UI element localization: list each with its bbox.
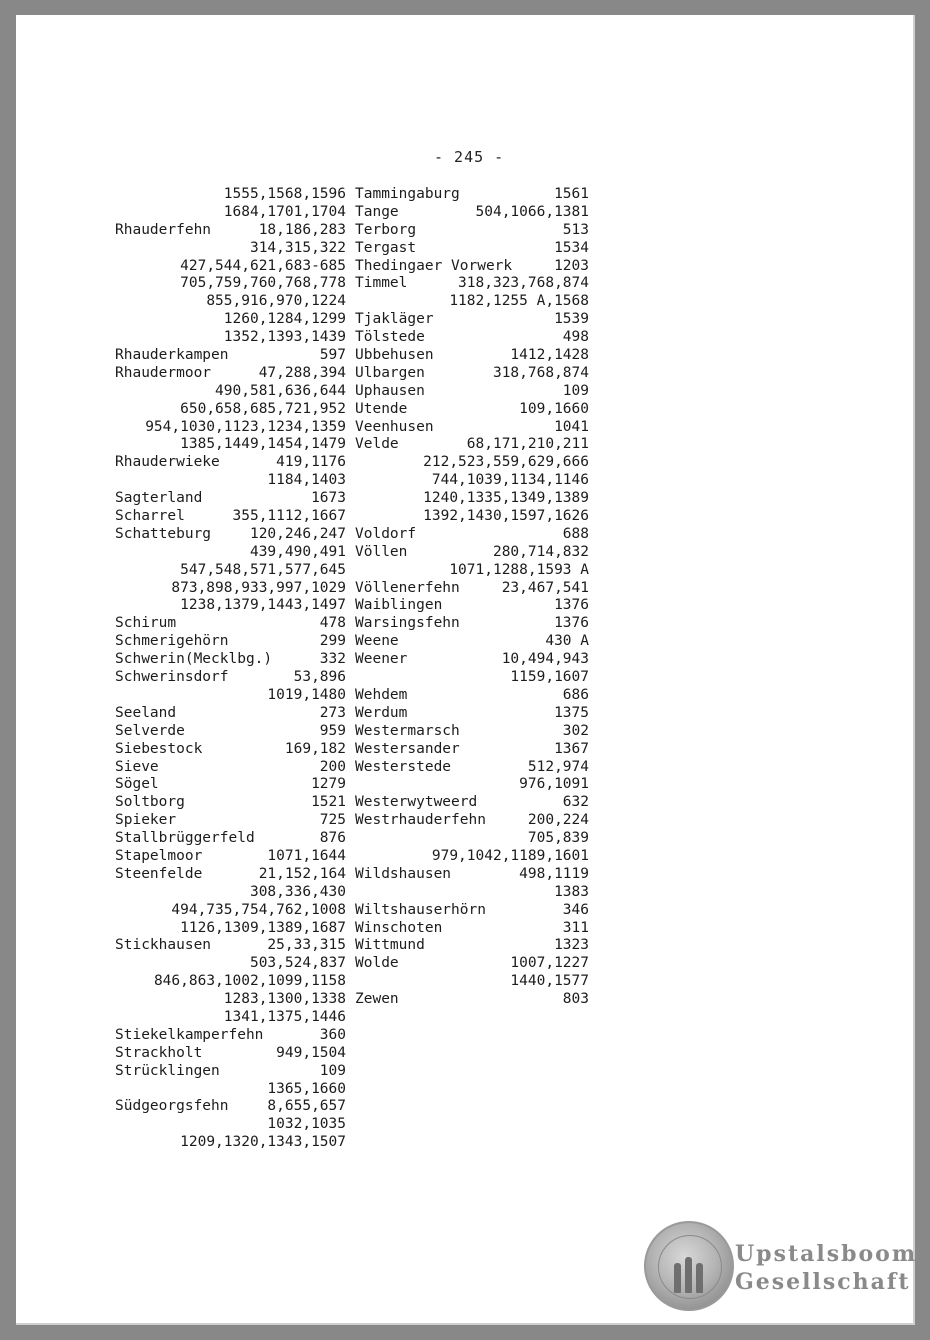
reference-numbers: 1071,1644	[267, 847, 346, 864]
reference-numbers: 1376	[554, 597, 589, 614]
index-entry	[115, 1009, 346, 1027]
index-entry	[115, 830, 346, 848]
reference-numbers: 1182,1255 A,1568	[449, 293, 589, 310]
reference-numbers: 1383	[554, 883, 589, 900]
index-entry	[115, 955, 346, 973]
index-entry	[115, 1045, 346, 1063]
index-entry	[115, 347, 346, 365]
place-name: Tölstede	[355, 329, 425, 346]
reference-numbers: 686	[562, 686, 589, 703]
index-entry	[115, 275, 346, 293]
index-entry	[115, 651, 346, 669]
place-name: Seeland	[115, 704, 177, 721]
reference-numbers: 18,186,283	[258, 221, 346, 238]
reference-numbers: 1007,1227	[510, 955, 589, 972]
place-name: Schwerin(Mecklbg.)	[115, 651, 273, 668]
place-name: Westermarsch	[355, 722, 460, 739]
reference-numbers: 1673	[311, 490, 346, 507]
place-name: Sieve	[115, 758, 159, 775]
reference-numbers: 68,171,210,211	[466, 436, 589, 453]
reference-numbers: 360	[319, 1026, 346, 1043]
index-entry	[115, 1134, 346, 1152]
place-name: Weene	[355, 633, 399, 650]
place-name: Stiekelkamperfehn	[115, 1026, 264, 1043]
index-entry	[355, 848, 589, 866]
index-entry	[115, 311, 346, 329]
society-wordmark	[735, 1240, 917, 1296]
reference-numbers: 1521	[311, 794, 346, 811]
reference-numbers: 1385,1449,1454,1479	[180, 436, 346, 453]
reference-numbers: 512,974	[527, 758, 589, 775]
index-entry	[355, 436, 589, 454]
reference-numbers: 311	[562, 919, 589, 936]
place-name: Rhauderkampen	[115, 347, 229, 364]
index-entry	[355, 723, 589, 741]
place-name: Waiblingen	[355, 597, 443, 614]
place-name: Rhauderfehn	[115, 221, 212, 238]
index-entry	[115, 884, 346, 902]
index-entry	[115, 1063, 346, 1081]
reference-numbers: 439,490,491	[249, 543, 346, 560]
reference-numbers: 109	[319, 1062, 346, 1079]
index-entry	[115, 365, 346, 383]
index-entry	[115, 937, 346, 955]
index-entry	[115, 562, 346, 580]
reference-numbers: 25,33,315	[267, 937, 346, 954]
reference-numbers: 1279	[311, 776, 346, 793]
reference-numbers: 23,467,541	[501, 579, 589, 596]
index-entry	[115, 794, 346, 812]
index-column-right	[355, 186, 589, 1009]
place-name: Wildshausen	[355, 865, 452, 882]
place-name: Uphausen	[355, 382, 425, 399]
index-entry	[115, 419, 346, 437]
place-name: Tjakläger	[355, 311, 434, 328]
seal-figure	[674, 1263, 681, 1293]
place-name: Utende	[355, 400, 408, 417]
reference-numbers: 355,1112,1667	[232, 508, 346, 525]
place-name: Völlenerfehn	[355, 579, 460, 596]
index-entry	[355, 687, 589, 705]
reference-numbers: 419,1176	[276, 454, 346, 471]
reference-numbers: 1561	[554, 186, 589, 202]
reference-numbers: 1440,1577	[510, 973, 589, 990]
reference-numbers: 494,735,754,762,1008	[171, 901, 346, 918]
index-entry	[115, 1098, 346, 1116]
reference-numbers: 53,896	[293, 669, 346, 686]
place-name: Westersander	[355, 740, 460, 757]
index-entry	[355, 275, 589, 293]
index-entry	[355, 329, 589, 347]
place-name: Schatteburg	[115, 525, 212, 542]
seal-figure	[685, 1257, 692, 1293]
place-name: Strücklingen	[115, 1062, 220, 1079]
index-entry	[355, 669, 589, 687]
place-name: Soltborg	[115, 794, 185, 811]
index-entry	[115, 687, 346, 705]
place-name: Timmel	[355, 275, 408, 292]
place-name: Völlen	[355, 543, 408, 560]
reference-numbers: 688	[562, 525, 589, 542]
place-name: Winschoten	[355, 919, 443, 936]
index-entry	[355, 920, 589, 938]
place-name: Scharrel	[115, 508, 185, 525]
index-entry	[115, 293, 346, 311]
index-entry	[115, 204, 346, 222]
reference-numbers: 1367	[554, 740, 589, 757]
document-page	[16, 15, 918, 1325]
reference-numbers: 1159,1607	[510, 669, 589, 686]
seal-figure	[696, 1263, 703, 1293]
index-entry	[115, 222, 346, 240]
index-entry	[115, 436, 346, 454]
index-entry	[115, 866, 346, 884]
reference-numbers: 876	[319, 830, 346, 847]
reference-numbers: 332	[319, 651, 346, 668]
index-entry	[355, 794, 589, 812]
reference-numbers: 314,315,322	[249, 239, 346, 256]
place-name: Westrhauderfehn	[355, 812, 486, 829]
index-column-left	[115, 186, 346, 1152]
place-name: Stickhausen	[115, 937, 212, 954]
reference-numbers: 212,523,559,629,666	[423, 454, 589, 471]
society-seal-icon	[644, 1221, 734, 1311]
reference-numbers: 1375	[554, 704, 589, 721]
reference-numbers: 1534	[554, 239, 589, 256]
reference-numbers: 873,898,933,997,1029	[171, 579, 346, 596]
index-entry	[115, 759, 346, 777]
index-entry	[115, 472, 346, 490]
reference-numbers: 949,1504	[276, 1044, 346, 1061]
reference-numbers: 1071,1288,1593 A	[449, 561, 589, 578]
index-entry	[355, 258, 589, 276]
index-entry	[355, 884, 589, 902]
reference-numbers: 705,759,760,768,778	[180, 275, 346, 292]
index-entry	[355, 365, 589, 383]
place-name: Tange	[355, 203, 399, 220]
reference-numbers: 1126,1309,1389,1687	[180, 919, 346, 936]
reference-numbers: 1352,1393,1439	[223, 329, 346, 346]
place-name: Südgeorgsfehn	[115, 1098, 229, 1115]
reference-numbers: 744,1039,1134,1146	[431, 472, 589, 489]
reference-numbers: 503,524,837	[249, 955, 346, 972]
reference-numbers: 1392,1430,1597,1626	[423, 508, 589, 525]
index-entry	[355, 383, 589, 401]
reference-numbers: 427,544,621,683-685	[180, 257, 346, 274]
index-entry	[355, 705, 589, 723]
place-name: Stapelmoor	[115, 847, 203, 864]
index-entry	[115, 329, 346, 347]
index-entry	[115, 741, 346, 759]
reference-numbers: 318,768,874	[492, 364, 589, 381]
place-name: Thedingaer Vorwerk	[355, 257, 513, 274]
reference-numbers: 650,658,685,721,952	[180, 400, 346, 417]
index-entry	[355, 776, 589, 794]
reference-numbers: 10,494,943	[501, 651, 589, 668]
index-entry	[355, 902, 589, 920]
place-name: Veenhusen	[355, 418, 434, 435]
index-entry	[115, 902, 346, 920]
index-entry	[115, 920, 346, 938]
index-entry	[115, 615, 346, 633]
index-entry	[355, 544, 589, 562]
index-entry	[355, 526, 589, 544]
reference-numbers: 1555,1568,1596	[223, 186, 346, 202]
reference-numbers: 954,1030,1123,1234,1359	[145, 418, 346, 435]
index-entry	[115, 1116, 346, 1134]
index-entry	[355, 651, 589, 669]
reference-numbers: 1041	[554, 418, 589, 435]
reference-numbers: 490,581,636,644	[215, 382, 346, 399]
reference-numbers: 504,1066,1381	[475, 203, 589, 220]
place-name: Ubbehusen	[355, 347, 434, 364]
reference-numbers: 299	[319, 633, 346, 650]
reference-numbers: 1184,1403	[267, 472, 346, 489]
index-entry	[115, 544, 346, 562]
index-entry	[355, 615, 589, 633]
reference-numbers: 47,288,394	[258, 364, 346, 381]
reference-numbers: 169,182	[284, 740, 346, 757]
index-entry	[355, 633, 589, 651]
index-entry	[355, 955, 589, 973]
reference-numbers: 273	[319, 704, 346, 721]
reference-numbers: 498,1119	[519, 865, 589, 882]
page-number: - 245 -	[434, 148, 505, 166]
place-name: Wiltshauserhörn	[355, 901, 486, 918]
place-name: Rhauderwieke	[115, 454, 220, 471]
place-name: Schirum	[115, 615, 177, 632]
index-entry	[355, 401, 589, 419]
reference-numbers: 1323	[554, 937, 589, 954]
reference-numbers: 846,863,1002,1099,1158	[153, 973, 346, 990]
wordmark-line-2: Gesellschaft	[735, 1269, 911, 1295]
index-entry	[355, 419, 589, 437]
index-entry	[355, 759, 589, 777]
reference-numbers: 1032,1035	[267, 1116, 346, 1133]
index-entry	[115, 258, 346, 276]
index-entry	[355, 454, 589, 472]
reference-numbers: 959	[319, 722, 346, 739]
place-name: Tammingaburg	[355, 186, 460, 202]
reference-numbers: 632	[562, 794, 589, 811]
reference-numbers: 979,1042,1189,1601	[431, 847, 589, 864]
place-name: Schwerinsdorf	[115, 669, 229, 686]
reference-numbers: 855,916,970,1224	[206, 293, 346, 310]
index-entry	[115, 1027, 346, 1045]
reference-numbers: 109	[562, 382, 589, 399]
reference-numbers: 346	[562, 901, 589, 918]
index-entry	[115, 848, 346, 866]
index-entry	[355, 186, 589, 204]
reference-numbers: 976,1091	[519, 776, 589, 793]
index-entry	[115, 186, 346, 204]
index-entry	[115, 580, 346, 598]
index-entry	[355, 490, 589, 508]
place-name: Stallbrüggerfeld	[115, 830, 255, 847]
reference-numbers: 1260,1284,1299	[223, 311, 346, 328]
index-entry	[115, 669, 346, 687]
reference-numbers: 803	[562, 991, 589, 1008]
place-name: Terborg	[355, 221, 417, 238]
place-name: Schmerigehörn	[115, 633, 229, 650]
place-name: Siebestock	[115, 740, 203, 757]
reference-numbers: 308,336,430	[249, 883, 346, 900]
place-name: Werdum	[355, 704, 408, 721]
place-name: Sagterland	[115, 490, 203, 507]
index-entry	[115, 597, 346, 615]
reference-numbers: 109,1660	[519, 400, 589, 417]
reference-numbers: 120,246,247	[249, 525, 346, 542]
place-name: Selverde	[115, 722, 185, 739]
reference-numbers: 318,323,768,874	[458, 275, 589, 292]
place-name: Wittmund	[355, 937, 425, 954]
index-entry	[355, 597, 589, 615]
reference-numbers: 498	[562, 329, 589, 346]
index-entry	[355, 991, 589, 1009]
wordmark-line-1: Upstalsboom	[735, 1241, 918, 1267]
place-name: Zewen	[355, 991, 399, 1008]
index-entry	[355, 204, 589, 222]
index-entry	[355, 812, 589, 830]
place-name: Warsingsfehn	[355, 615, 460, 632]
reference-numbers: 1238,1379,1443,1497	[180, 597, 346, 614]
index-entry	[115, 705, 346, 723]
reference-numbers: 513	[562, 221, 589, 238]
reference-numbers: 478	[319, 615, 346, 632]
reference-numbers: 1376	[554, 615, 589, 632]
index-entry	[355, 866, 589, 884]
index-entry	[115, 383, 346, 401]
place-name: Steenfelde	[115, 865, 203, 882]
reference-numbers: 302	[562, 722, 589, 739]
reference-numbers: 597	[319, 347, 346, 364]
reference-numbers: 1019,1480	[267, 686, 346, 703]
reference-numbers: 280,714,832	[492, 543, 589, 560]
reference-numbers: 1684,1701,1704	[223, 203, 346, 220]
reference-numbers: 1209,1320,1343,1507	[180, 1134, 346, 1151]
reference-numbers: 705,839	[527, 830, 589, 847]
index-entry	[115, 812, 346, 830]
index-entry	[115, 508, 346, 526]
reference-numbers: 1341,1375,1446	[223, 1008, 346, 1025]
reference-numbers: 200,224	[527, 812, 589, 829]
index-entry	[115, 633, 346, 651]
index-entry	[355, 741, 589, 759]
index-entry	[355, 973, 589, 991]
place-name: Ulbargen	[355, 364, 425, 381]
index-entry	[115, 240, 346, 258]
reference-numbers: 21,152,164	[258, 865, 346, 882]
place-name: Rhaudermoor	[115, 364, 212, 381]
reference-numbers: 1412,1428	[510, 347, 589, 364]
place-name: Westerwytweerd	[355, 794, 478, 811]
reference-numbers: 1365,1660	[267, 1080, 346, 1097]
index-entry	[115, 991, 346, 1009]
index-entry	[115, 973, 346, 991]
index-entry	[355, 562, 589, 580]
reference-numbers: 1240,1335,1349,1389	[423, 490, 589, 507]
index-entry	[355, 937, 589, 955]
index-entry	[115, 526, 346, 544]
index-entry	[115, 776, 346, 794]
reference-numbers: 430 A	[545, 633, 589, 650]
place-name: Weener	[355, 651, 408, 668]
place-name: Westerstede	[355, 758, 452, 775]
reference-numbers: 1283,1300,1338	[223, 991, 346, 1008]
place-name: Tergast	[355, 239, 417, 256]
place-name: Wolde	[355, 955, 399, 972]
index-entry	[115, 401, 346, 419]
place-name: Strackholt	[115, 1044, 203, 1061]
reference-numbers: 200	[319, 758, 346, 775]
reference-numbers: 1539	[554, 311, 589, 328]
index-entry	[355, 347, 589, 365]
index-entry	[115, 1081, 346, 1099]
place-name: Sögel	[115, 776, 159, 793]
reference-numbers: 547,548,571,577,645	[180, 561, 346, 578]
index-entry	[115, 454, 346, 472]
index-entry	[355, 508, 589, 526]
index-entry	[355, 580, 589, 598]
index-entry	[355, 311, 589, 329]
index-entry	[115, 723, 346, 741]
index-entry	[355, 472, 589, 490]
index-entry	[355, 240, 589, 258]
place-name: Spieker	[115, 812, 177, 829]
reference-numbers: 1203	[554, 257, 589, 274]
reference-numbers: 8,655,657	[267, 1098, 346, 1115]
place-name: Velde	[355, 436, 399, 453]
place-name: Wehdem	[355, 686, 408, 703]
index-entry	[115, 490, 346, 508]
index-entry	[355, 293, 589, 311]
reference-numbers: 725	[319, 812, 346, 829]
index-entry	[355, 222, 589, 240]
place-name: Voldorf	[355, 525, 417, 542]
index-entry	[355, 830, 589, 848]
